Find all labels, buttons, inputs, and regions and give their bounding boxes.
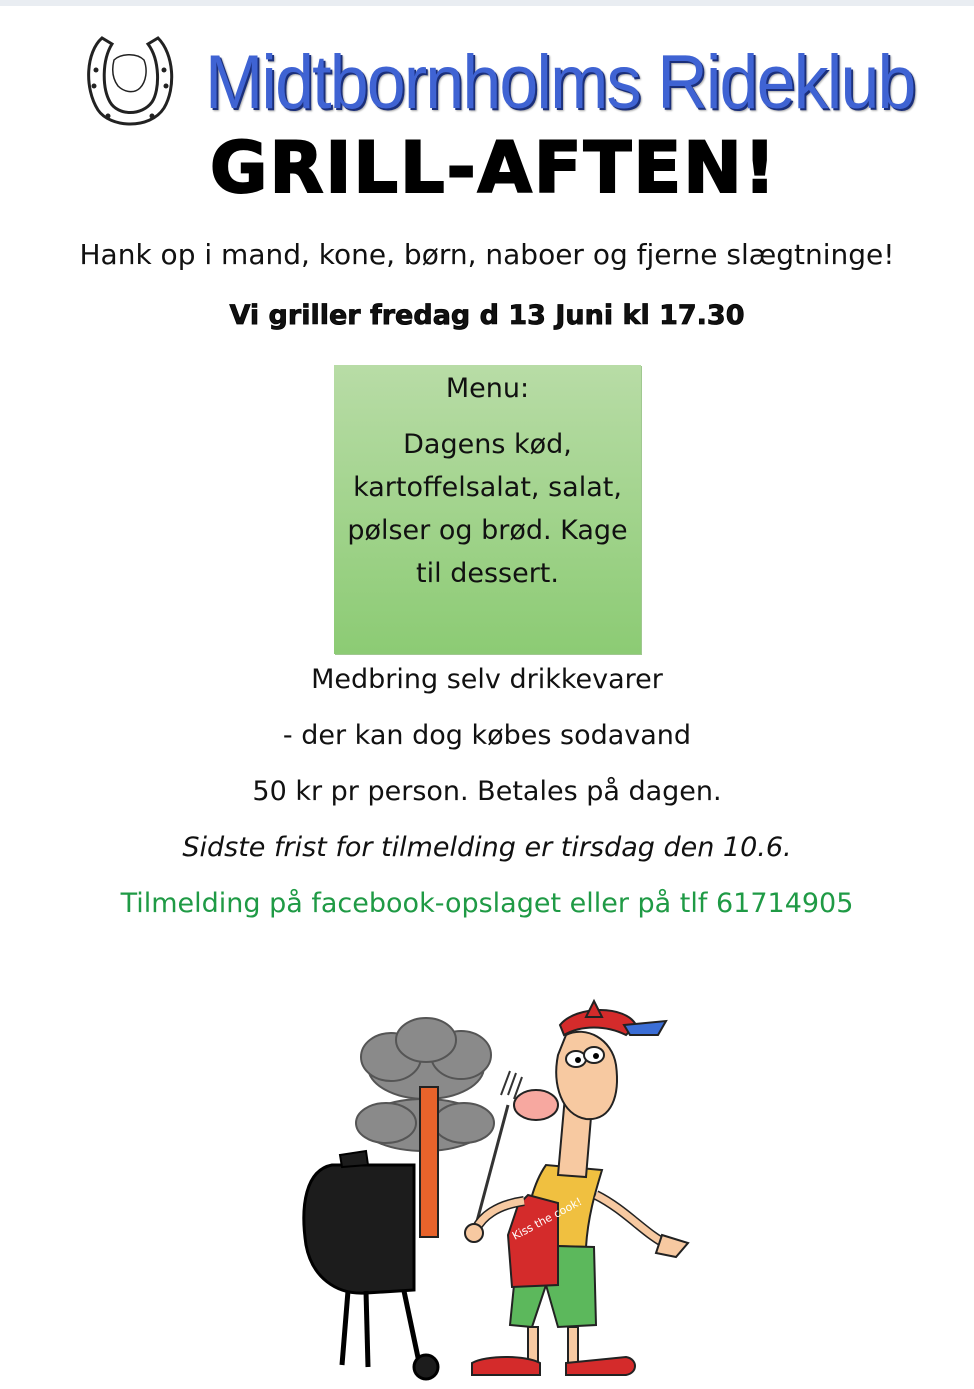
horseshoe-logo-icon <box>84 30 176 132</box>
signup-deadline: Sidste frist for tilmelding er tirsdag den 10.6. <box>182 832 792 863</box>
grill-cook-illustration-icon <box>296 995 726 1389</box>
drinks-note: Medbring selv drikkevarer <box>311 664 663 695</box>
event-headline: GRILL-AFTEN! <box>210 127 778 209</box>
top-bar <box>0 0 974 6</box>
event-date: Vi griller fredag d 13 Juni kl 17.30 <box>229 300 745 331</box>
menu-body: Dagens kød, kartoffelsalat, salat, pølser og brød. Kage til dessert. <box>347 429 628 589</box>
signup-info: Tilmelding på facebook-opslaget eller på tlf 61714905 <box>120 888 854 919</box>
apron-text: Kiss the cook! <box>510 1195 585 1243</box>
club-name: Midtbornholms Rideklub <box>205 40 915 125</box>
soda-note: - der kan dog købes sodavand <box>282 720 692 751</box>
price-note: 50 kr pr person. Betales på dagen. <box>252 776 722 807</box>
invite-text: Hank op i mand, kone, børn, naboer og fjerne slægtninge! <box>79 238 895 271</box>
menu-title: Menu: <box>445 373 530 404</box>
menu-box <box>334 365 641 654</box>
